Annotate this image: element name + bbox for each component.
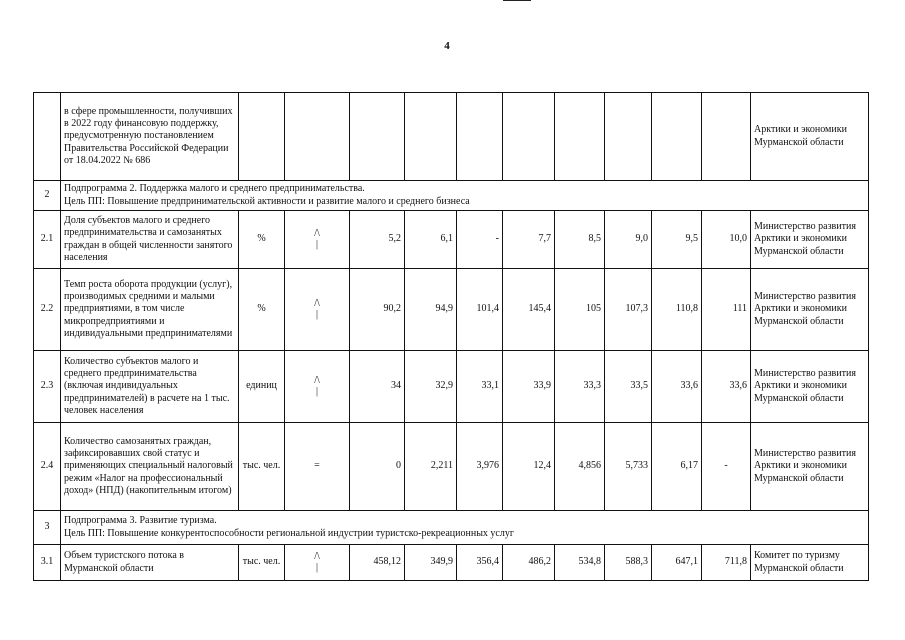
value-cell: 8,5 — [555, 211, 605, 269]
section-title — [61, 181, 869, 211]
trend-stem-icon: | — [315, 308, 318, 320]
page-number: 4 — [444, 40, 450, 52]
table-row — [34, 545, 869, 581]
value-cell — [702, 93, 751, 181]
value-cell — [405, 93, 457, 181]
responsible-cell: Арктики и экономики Мурманской области — [751, 93, 869, 181]
value-cell: 90,2 — [350, 269, 405, 351]
value-cell: 4,856 — [555, 423, 605, 511]
row-number: 2.2 — [34, 269, 61, 351]
trend-up-arrow-icon: /\ — [314, 297, 320, 309]
value-cell: 6,1 — [405, 211, 457, 269]
indicator-name: Количество самозанятых граждан, зафиксировавших свой статус и применяющих специальный налоговый режим «Налог на профессиональный доход» (НПД) (накопительным итогом) — [61, 423, 239, 511]
unit-cell: % — [239, 211, 285, 269]
row-number: 3.1 — [34, 545, 61, 581]
value-cell: 3,976 — [457, 423, 503, 511]
trend-stem-icon: | — [315, 561, 318, 573]
value-cell: 9,5 — [652, 211, 702, 269]
unit-cell — [239, 93, 285, 181]
table-row — [34, 351, 869, 423]
value-cell — [350, 93, 405, 181]
value-cell: 534,8 — [555, 545, 605, 581]
unit-cell: единиц — [239, 351, 285, 423]
indicator-name: Количество субъектов малого и среднего предпринимательства (включая индивидуальных предпринимателей) в расчете на 1 тыс. человек населения — [61, 351, 239, 423]
table-row — [34, 93, 869, 181]
trend-stem-icon: | — [315, 385, 318, 397]
subprogram-goal: Цель ПП: Повышение предпринимательской активности и развитие малого и среднего бизнеса — [64, 195, 470, 207]
value-cell: 33,3 — [555, 351, 605, 423]
indicator-name: в сфере промышленности, получивших в 2022 году финансовую поддержку, предусмотренную постановлением Правительства Российской Федерации от 18.04.2022 № 686 — [61, 93, 239, 181]
row-number: 2.3 — [34, 351, 61, 423]
table-row — [34, 269, 869, 351]
value-cell: 33,6 — [652, 351, 702, 423]
section-row — [34, 511, 869, 545]
trend-up-arrow-icon: /\ — [314, 550, 320, 562]
trend-cell — [285, 269, 350, 351]
value-cell: 486,2 — [503, 545, 555, 581]
value-cell: 110,8 — [652, 269, 702, 351]
section-title — [61, 511, 869, 545]
responsible-cell: Министерство развития Арктики и экономики Мурманской области — [751, 269, 869, 351]
responsible-cell: Министерство развития Арктики и экономики Мурманской области — [751, 211, 869, 269]
unit-cell: % — [239, 269, 285, 351]
value-cell — [605, 93, 652, 181]
value-cell: 10,0 — [702, 211, 751, 269]
subprogram-title: Подпрограмма 2. Поддержка малого и среднего предпринимательства. — [64, 183, 365, 195]
value-cell: 32,9 — [405, 351, 457, 423]
value-cell: - — [702, 423, 751, 511]
value-cell — [652, 93, 702, 181]
trend-cell — [285, 93, 350, 181]
trend-cell — [285, 423, 350, 511]
section-row — [34, 181, 869, 211]
unit-cell: тыс. чел. — [239, 423, 285, 511]
value-cell: 101,4 — [457, 269, 503, 351]
value-cell — [555, 93, 605, 181]
value-cell: 356,4 — [457, 545, 503, 581]
value-cell: 349,9 — [405, 545, 457, 581]
trend-stem-icon: | — [315, 238, 318, 250]
value-cell: 105 — [555, 269, 605, 351]
value-cell: 111 — [702, 269, 751, 351]
trend-up-arrow-icon: /\ — [314, 227, 320, 239]
value-cell: - — [457, 211, 503, 269]
indicator-name: Доля субъектов малого и среднего предпринимательства и самозанятых граждан в общей численности занятого населения — [61, 211, 239, 269]
value-cell: 0 — [350, 423, 405, 511]
trend-cell — [285, 351, 350, 423]
responsible-cell: Министерство развития Арктики и экономики Мурманской области — [751, 351, 869, 423]
value-cell: 94,9 — [405, 269, 457, 351]
value-cell: 458,12 — [350, 545, 405, 581]
value-cell: 5,733 — [605, 423, 652, 511]
value-cell: 2,211 — [405, 423, 457, 511]
indicator-name: Объем туристского потока в Мурманской области — [61, 545, 239, 581]
value-cell: 33,1 — [457, 351, 503, 423]
trend-up-arrow-icon: /\ — [314, 374, 320, 386]
row-number-cell — [34, 93, 61, 181]
row-number: 2.4 — [34, 423, 61, 511]
trend-cell — [285, 211, 350, 269]
section-number: 3 — [34, 511, 61, 545]
row-number: 2.1 — [34, 211, 61, 269]
indicator-name: Темп роста оборота продукции (услуг), производимых средними и малыми предприятиями, в том числе микропредприятиями и индивидуальными предпринимателями — [61, 269, 239, 351]
value-cell: 33,6 — [702, 351, 751, 423]
indicators-table — [33, 92, 869, 581]
responsible-cell: Комитет по туризму Мурманской области — [751, 545, 869, 581]
value-cell: 33,5 — [605, 351, 652, 423]
trend-equal-icon: = — [314, 460, 320, 472]
value-cell: 107,3 — [605, 269, 652, 351]
section-number: 2 — [34, 181, 61, 211]
value-cell: 7,7 — [503, 211, 555, 269]
value-cell: 647,1 — [652, 545, 702, 581]
value-cell: 6,17 — [652, 423, 702, 511]
responsible-cell: Министерство развития Арктики и экономики Мурманской области — [751, 423, 869, 511]
value-cell: 588,3 — [605, 545, 652, 581]
table-row — [34, 211, 869, 269]
value-cell: 5,2 — [350, 211, 405, 269]
subprogram-title: Подпрограмма 3. Развитие туризма. — [64, 515, 217, 527]
value-cell: 33,9 — [503, 351, 555, 423]
value-cell: 145,4 — [503, 269, 555, 351]
value-cell — [457, 93, 503, 181]
value-cell: 12,4 — [503, 423, 555, 511]
table-row — [34, 423, 869, 511]
trend-cell — [285, 545, 350, 581]
value-cell: 34 — [350, 351, 405, 423]
subprogram-goal: Цель ПП: Повышение конкурентоспособности региональной индустрии туристско-рекреационных услуг — [64, 527, 514, 539]
value-cell: 9,0 — [605, 211, 652, 269]
unit-cell: тыс. чел. — [239, 545, 285, 581]
value-cell — [503, 93, 555, 181]
value-cell: 711,8 — [702, 545, 751, 581]
top-edge-mark — [503, 0, 531, 1]
